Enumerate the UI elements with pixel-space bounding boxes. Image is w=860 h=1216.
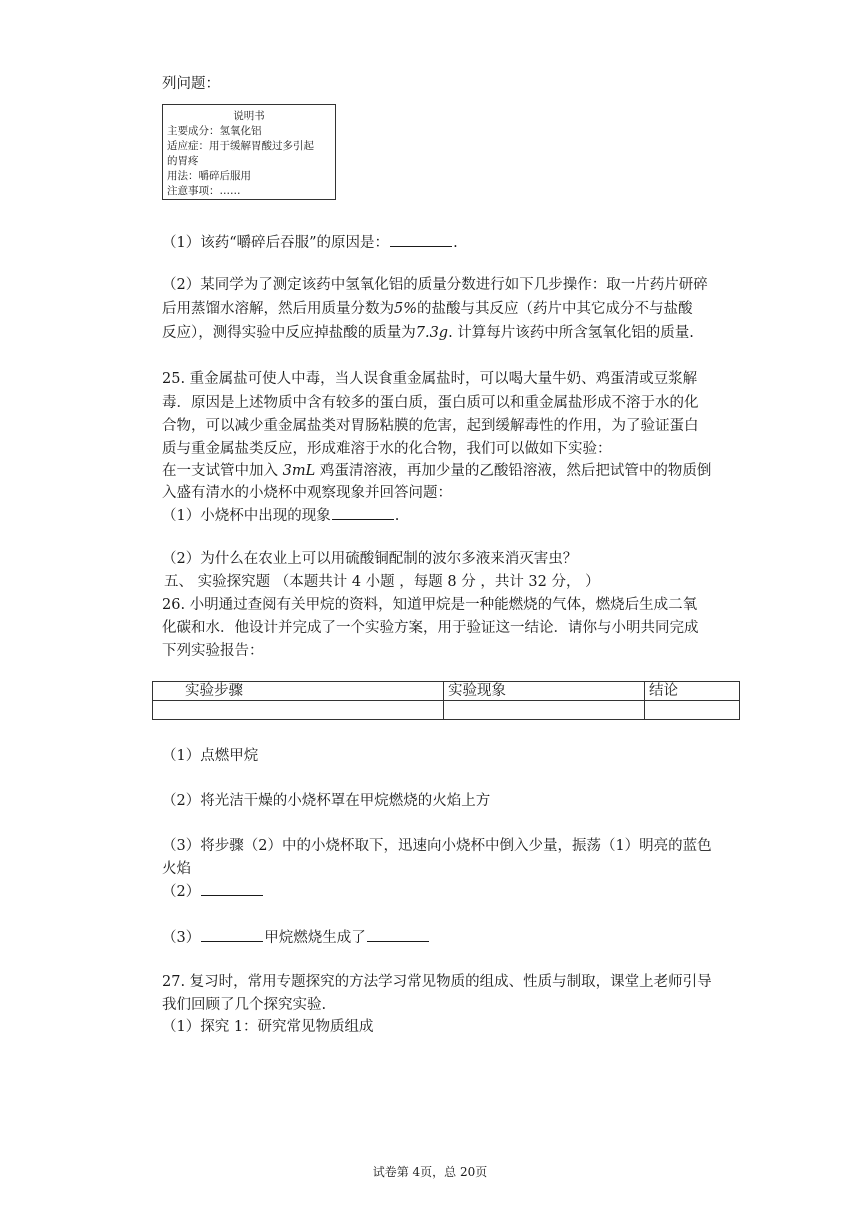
col-header-conclusion: 结论 (645, 682, 740, 701)
q26-line: 26. 小明通过查阅有关甲烷的资料，知道甲烷是一种能燃烧的气体，燃烧后生成二氧 (162, 597, 698, 613)
q24-part2-line: （2）某同学为了测定该药中氢氧化铝的质量分数进行如下几步操作：取一片药片研碎 (162, 277, 708, 293)
q25-line: 合物，可以减少重金属盐类对胃肠粘膜的危害，起到缓解毒性的作用，为了验证蛋白 (162, 418, 699, 434)
q25-line: 毒．原因是上述物质中含有较多的蛋白质，蛋白质可以和重金属盐形成不溶于水的化 (162, 395, 699, 411)
q24-part1: （1）该药“嚼碎后吞服”的原因是： . (162, 232, 458, 253)
q26-step: （3）将步骤（2）中的小烧杯取下，迅速向小烧杯中倒入少量，振荡（1）明亮的蓝色 (162, 838, 712, 854)
col-header-phenomena: 实验现象 (444, 682, 645, 701)
intro-text: 列问题： (162, 76, 220, 92)
instructions-line: 的胃疼 (167, 155, 199, 167)
percent-value: 5% (394, 301, 418, 317)
q25-line: 25. 重金属盐可使人中毒，当人误食重金属盐时，可以喝大量牛奶、鸡蛋清或豆浆解 (162, 371, 698, 387)
medicine-instructions-box (162, 104, 336, 200)
q25-line: 质与重金属盐类反应，形成难溶于水的化合物，我们可以做如下实验： (162, 441, 612, 457)
instructions-line: 注意事项：…… (167, 185, 241, 197)
q26-answer-3: （3） 甲烷燃烧生成了 (162, 927, 430, 948)
q25-part2: （2）为什么在农业上可以用硫酸铜配制的波尔多液来消灭害虫？ (162, 551, 578, 567)
q26-step: （2）将光洁干燥的小烧杯罩在甲烷燃烧的火焰上方 (162, 793, 491, 809)
q26-line: 化碳和水．他设计并完成了一个实验方案，用于验证这一结论．请你与小明共同完成 (162, 620, 699, 636)
instructions-title: 说明书 (233, 110, 265, 122)
answer-blank[interactable] (332, 505, 394, 520)
answer-blank[interactable] (201, 927, 263, 942)
q26-line: 下列实验报告： (162, 643, 264, 659)
q26-step: 火焰 (162, 861, 191, 877)
q26-step: （1）点燃甲烷 (162, 748, 259, 764)
q25-part1: （1）小烧杯中出现的现象 . (162, 505, 399, 526)
instructions-line: 适应症：用于缓解胃酸过多引起 (167, 140, 314, 152)
q27-part1: （1）探究 1：研究常见物质组成 (162, 1019, 374, 1035)
q25-line: 在一支试管中加入 3mL 鸡蛋清溶液，再加少量的乙酸铅溶液，然后把试管中的物质倒 (162, 463, 712, 479)
table-row (153, 701, 740, 720)
answer-blank[interactable] (367, 927, 429, 942)
table-header-row (153, 682, 740, 701)
page-footer: 试卷第 4页，总 20页 (372, 1165, 488, 1179)
q26-answer-2: （2） (162, 881, 264, 902)
instructions-line: 主要成分：氢氧化铝 (167, 125, 262, 137)
q24-part2-line: 后用蒸馏水溶解，然后用质量分数为5%的盐酸与其反应（药片中其它成分不与盐酸 (162, 301, 693, 317)
q25-line: 入盛有清水的小烧杯中观察现象并回答问题： (162, 485, 452, 501)
q27-line: 27. 复习时，常用专题探究的方法学习常见物质的组成、性质与制取，课堂上老师引导 (162, 974, 712, 990)
instructions-line: 用法：嚼碎后服用 (167, 170, 251, 182)
answer-blank[interactable] (201, 881, 263, 896)
mass-value: 7.3g (415, 325, 449, 341)
table-cell[interactable] (645, 701, 740, 720)
table-cell[interactable] (153, 701, 444, 720)
table-cell[interactable] (444, 701, 645, 720)
q27-line: 我们回顾了几个探究实验. (162, 997, 327, 1013)
col-header-steps: 实验步骤 (153, 682, 444, 701)
q24-part2-line: 反应），测得实验中反应掉盐酸的质量为7.3g. 计算每片该药中所含氢氧化铝的质量. (162, 325, 694, 341)
volume-value: 3mL (282, 463, 316, 479)
experiment-report-table (152, 681, 740, 720)
answer-blank[interactable] (390, 232, 452, 247)
section-header: 五、 实验探究题 （本题共计 4 小题 ，每题 8 分 ，共计 32 分， ） (164, 574, 600, 590)
